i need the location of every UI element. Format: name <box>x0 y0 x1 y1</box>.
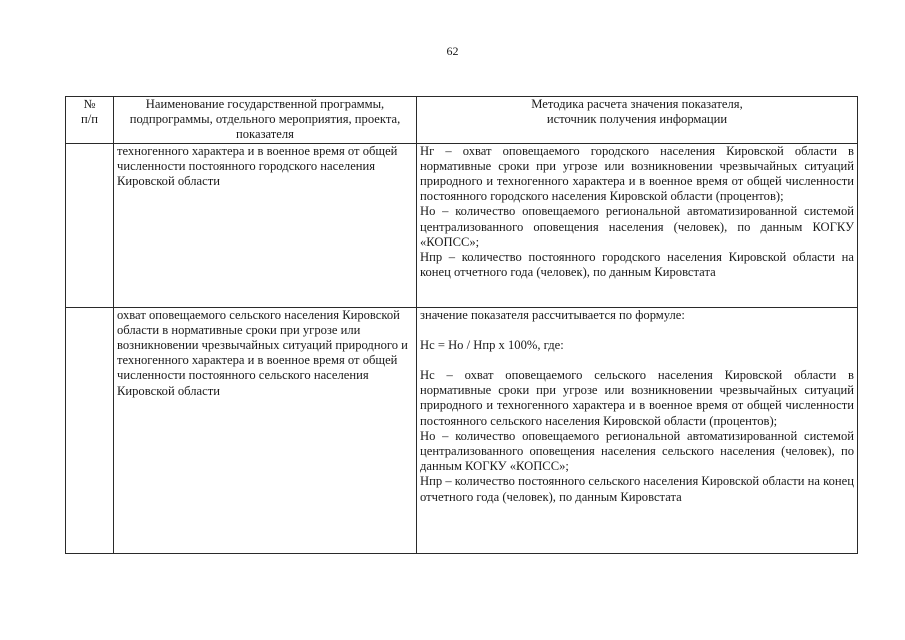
table-row <box>66 143 858 307</box>
methodology-paragraph: Нпр – количество постоянного городского населения Кировской области на конец отчетного года (человек), по данным Кировстата <box>420 250 854 280</box>
header-number-symbol: № <box>83 97 96 111</box>
indicator-methodology-table <box>65 96 858 554</box>
methodology-intro: значение показателя рассчитывается по формуле: <box>420 307 685 322</box>
methodology-paragraph: Но – количество оповещаемого региональной автоматизированной системой централизованного оповещения населения (человек), по данным КОГКУ «КОПСС»; <box>420 204 854 249</box>
header-number-label: п/п <box>81 112 98 127</box>
header-methodology <box>417 97 858 144</box>
table-header-row <box>66 97 858 144</box>
row-number-cell <box>66 143 114 307</box>
methodology-cell <box>417 307 858 553</box>
row-number-cell <box>66 307 114 553</box>
indicator-name-cell: охват оповещаемого сельского населения Кировской области в нормативные сроки при угрозе или возникновении чрезвычайных ситуаций природного и техногенного характера и в военное время от общей численности постоянного сельского населения Кировской области <box>114 307 417 553</box>
table-row <box>66 307 858 553</box>
formula: Нс = Но / Нпр х 100%, где: <box>420 337 564 352</box>
methodology-paragraph: Но – количество оповещаемого региональной автоматизированной системой централизованного оповещения населения сельского населения (человек), по данным КОГКУ «КОПСС»; <box>420 428 854 474</box>
methodology-paragraph: Нг – охват оповещаемого городского населения Кировской области в нормативные сроки при угрозе или возникновении чрезвычайных ситуаций природного и техногенного характера и в военное время от общей численности постоянного городского населения Кировской области (процентов); <box>420 143 854 204</box>
header-program-name: Наименование государственной программы, подпрограммы, отдельного мероприятия, проекта, показателя <box>114 97 417 144</box>
header-number <box>66 97 114 144</box>
methodology-paragraph: Нпр – количество постоянного сельского населения Кировской области на конец отчетного года (человек), по данным Кировстата <box>420 474 854 504</box>
page-number: 62 <box>446 44 459 58</box>
header-methodology-line2: источник получения информации <box>546 112 728 127</box>
header-methodology-line1: Методика расчета значения показателя, <box>531 97 743 111</box>
indicator-name-cell: техногенного характера и в военное время от общей численности постоянного городского населения Кировской области <box>114 143 417 307</box>
methodology-paragraph: Нс – охват оповещаемого сельского населения Кировской области в нормативные сроки при угрозе или возникновении чрезвычайных ситуаций природного и техногенного характера и в военное время от общей численности постоянного сельского населения Кировской области (процентов); <box>420 368 854 428</box>
methodology-cell <box>417 143 858 307</box>
